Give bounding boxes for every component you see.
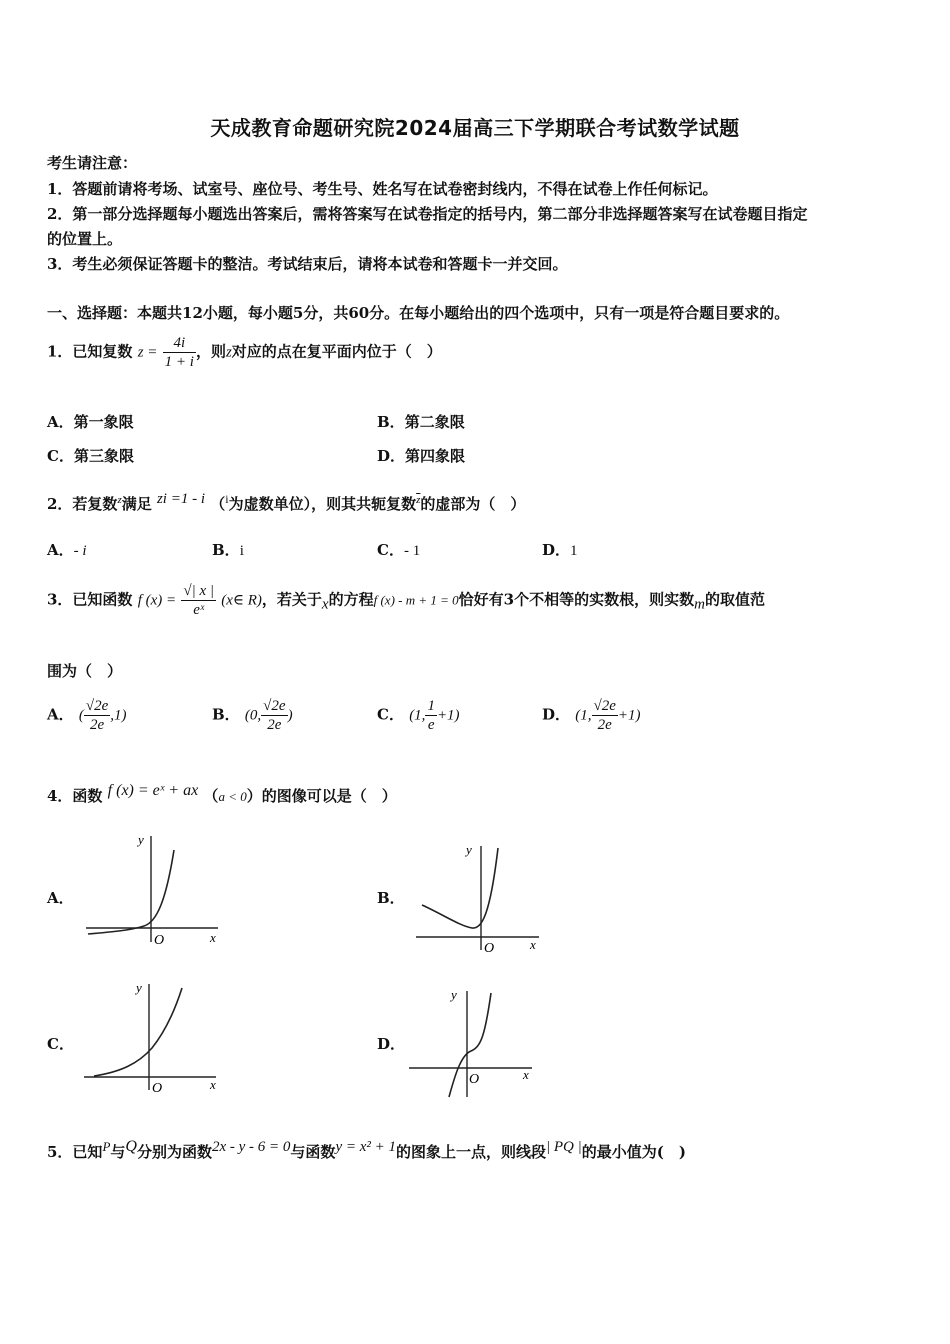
- q3-num: √| x |: [183, 583, 214, 599]
- q2-text-mid: 满足: [121, 495, 152, 513]
- q2-option-c: [377, 539, 420, 560]
- option-fraction: [261, 697, 287, 734]
- option-tail: +1): [436, 707, 460, 724]
- x-label: x: [210, 1077, 216, 1092]
- option-num: √2e: [263, 698, 286, 714]
- q1-text-pre: 1．已知复数: [47, 342, 133, 361]
- q1-option-c: [47, 445, 134, 466]
- option-label: B．: [377, 413, 405, 431]
- q3-equation: f (x) - m + 1 = 0: [373, 592, 459, 608]
- q1-text-mid: ，则: [195, 342, 226, 361]
- q1-z: z: [225, 344, 232, 361]
- q3-text-post: 的取值范: [704, 590, 765, 609]
- q2-zbar: z: [416, 494, 421, 506]
- origin-label: O: [484, 941, 495, 955]
- q4-expression: f (x) = eˣ + ax: [107, 782, 199, 799]
- y-label: y: [136, 980, 142, 995]
- q1-text-post: 对应的点在复平面内位于（ ）: [231, 342, 442, 361]
- option-den: e: [427, 717, 435, 733]
- y-label: y: [451, 987, 457, 1002]
- q5-q: Q: [125, 1138, 137, 1155]
- option-text: 第一象限: [73, 413, 134, 431]
- q5-text-post: 的最小值为( ): [581, 1143, 686, 1161]
- curve: [422, 848, 498, 928]
- q2-i: i: [225, 492, 229, 506]
- option-fraction: [592, 697, 618, 734]
- q2-option-d: [542, 539, 578, 560]
- y-label: y: [138, 832, 144, 847]
- q5-equation-1: 2x - y - 6 = 0: [211, 1139, 291, 1155]
- q5-text-pre: 5．已知: [47, 1143, 103, 1161]
- option-label: A．: [47, 413, 74, 431]
- option-label: D．: [377, 447, 406, 465]
- x-label: x: [523, 1067, 529, 1082]
- q3-fraction: [181, 582, 216, 619]
- option-text: - i: [73, 543, 87, 559]
- question-1: [47, 334, 442, 371]
- option-tail: ): [287, 707, 293, 724]
- q4-paren: （: [203, 787, 219, 805]
- q3-x: x: [321, 596, 329, 613]
- q3-f-lhs: f (x) =: [137, 592, 177, 609]
- option-text: 第二象限: [404, 413, 465, 431]
- q2-option-a: [47, 539, 87, 560]
- q3-text-pre: 3．已知函数: [47, 590, 133, 609]
- y-label: y: [466, 842, 472, 857]
- question-2: [47, 491, 525, 514]
- notice-item: 2．第一部分选择题每小题选出答案后，需将答案写在试卷指定的括号内，第二部分非选择题答案写在试卷题目指定: [47, 205, 808, 223]
- option-label: A．: [47, 705, 74, 724]
- graph-c: [80, 978, 225, 1096]
- option-label: C．: [377, 541, 404, 559]
- origin-label: O: [154, 933, 165, 948]
- option-label: C．: [47, 447, 74, 465]
- option-label: C．: [377, 705, 404, 724]
- option-label: B．: [212, 541, 240, 559]
- q2-text-mid: （: [210, 495, 226, 513]
- option-open: (: [78, 707, 84, 724]
- curve: [94, 988, 182, 1076]
- q5-p: P: [102, 1139, 111, 1154]
- option-open: (0,: [244, 707, 262, 724]
- option-fraction: [84, 697, 110, 734]
- graph-d: [405, 985, 540, 1100]
- option-num: 1: [427, 698, 435, 714]
- q5-text-mid: 与: [110, 1143, 126, 1161]
- graph-a: [82, 830, 227, 948]
- option-num: √2e: [593, 698, 616, 714]
- q4-option-b-label: B．: [377, 889, 405, 907]
- option-den: 2e: [89, 717, 105, 733]
- q1-z-eq: z =: [137, 344, 158, 361]
- option-tail: ,1): [110, 707, 127, 724]
- q3-option-c: [377, 697, 460, 734]
- option-label: D．: [542, 705, 571, 724]
- option-label: A．: [47, 541, 74, 559]
- q3-m: m: [694, 596, 705, 613]
- q5-text-mid: 的图象上一点，则线段: [396, 1143, 547, 1161]
- option-text: i: [239, 543, 244, 559]
- origin-label: O: [152, 1081, 163, 1096]
- page-title: 天成教育命题研究院2024届高三下学期联合考试数学试题: [210, 116, 740, 140]
- q2-text-mid: 为虚数单位），则其共轭复数: [228, 495, 417, 513]
- option-label: D．: [542, 541, 571, 559]
- option-fraction: [425, 697, 437, 734]
- q1-option-b: [377, 411, 465, 432]
- q3-option-b: [212, 697, 293, 734]
- question-5: [47, 1138, 686, 1162]
- option-text: 第三象限: [73, 447, 134, 465]
- q4-text-post: 的图像可以是（ ）: [261, 787, 397, 805]
- q3-den: eˣ: [193, 602, 205, 618]
- notice-item: 3．考生必须保证答题卡的整洁。考试结束后，请将本试卷和答题卡一并交回。: [47, 255, 568, 273]
- q4-option-d-label: D．: [377, 1035, 406, 1053]
- q3-option-a: [47, 697, 127, 734]
- curve: [88, 850, 174, 934]
- question-3-cont: 围为（ ）: [47, 662, 123, 680]
- graph-b: [412, 840, 547, 955]
- x-label: x: [210, 930, 216, 945]
- q4-text-pre: 4．函数: [47, 787, 103, 805]
- notice-item: 的位置上。: [47, 230, 123, 248]
- q1-num: 4i: [163, 334, 196, 353]
- option-label: B．: [212, 705, 240, 724]
- q3-text-mid: ，若关于: [261, 590, 322, 609]
- option-text: - 1: [403, 543, 421, 559]
- notice-heading: 考生请注意：: [47, 154, 138, 172]
- q4-option-a-label: A．: [47, 889, 74, 907]
- option-open: (1,: [409, 707, 426, 724]
- q2-option-b: [212, 539, 244, 560]
- x-label: x: [530, 937, 536, 952]
- q3-text-mid: 恰好有3个不相等的实数根，则实数: [458, 590, 695, 609]
- q4-paren: ）: [246, 787, 262, 805]
- q4-condition: a < 0: [218, 789, 247, 804]
- q1-option-d: [377, 445, 465, 466]
- q5-text-mid: 分别为函数: [136, 1143, 212, 1161]
- q2-text-pre: 2．若复数: [47, 495, 118, 513]
- q4-option-c-label: C．: [47, 1035, 74, 1053]
- option-tail: +1): [617, 707, 641, 724]
- q2-equation: zi =1 - i: [156, 491, 206, 507]
- notice-item: 1．答题前请将考场、试室号、座位号、考生号、姓名写在试卷密封线内，不得在试卷上作任何标记。: [47, 180, 718, 198]
- q5-equation-2: y = x² + 1: [335, 1139, 396, 1155]
- q1-den: 1 + i: [164, 354, 194, 370]
- option-open: (1,: [575, 707, 592, 724]
- q3-text-mid: 的方程: [328, 590, 374, 609]
- q1-fraction: [163, 334, 196, 371]
- origin-label: O: [469, 1072, 480, 1087]
- question-3: [47, 582, 765, 619]
- q5-segment: | PQ |: [546, 1139, 582, 1155]
- q1-option-a: [47, 411, 134, 432]
- q3-option-d: [542, 697, 641, 734]
- q2-z: z: [117, 494, 122, 506]
- option-den: 2e: [267, 717, 282, 733]
- question-4: [47, 782, 397, 806]
- section-heading: 一、选择题：本题共12小题，每小题5分，共60分。在每小题给出的四个选项中，只有一项是符合题目要求的。: [47, 304, 790, 322]
- option-num: √2e: [85, 698, 109, 714]
- option-text: 1: [570, 543, 578, 559]
- q3-domain: (x∈ R): [221, 592, 262, 609]
- q5-text-mid: 与函数: [290, 1143, 336, 1161]
- option-text: 第四象限: [405, 447, 466, 465]
- option-den: 2e: [597, 717, 612, 733]
- q2-text-post: 的虚部为（ ）: [420, 495, 526, 513]
